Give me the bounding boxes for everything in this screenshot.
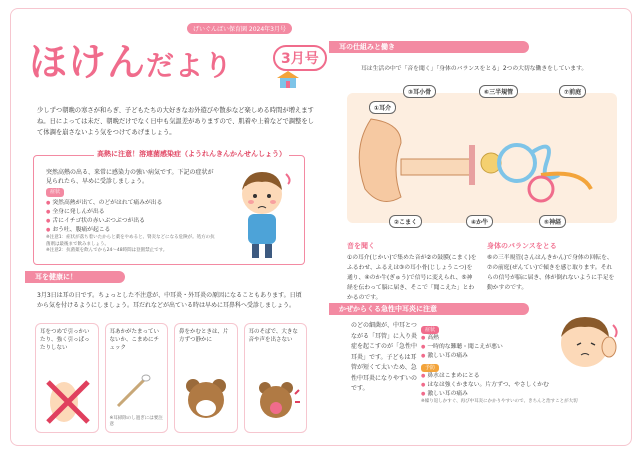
heat-note-1: ※注意1：症状が落ち着いたからと薬をやめると、腎炎などになる危険が。処方の抗菌剤は最後まで飲みましょう。 <box>46 235 215 247</box>
school-badge: げいぐんばい保育園 2024年3月号 <box>187 23 292 34</box>
intro-text: 少しずつ朝晩の寒さが和らぎ、子どもたちの大好きなお外遊びや散歩など楽しめる時間が増えますね。日によっては未だ、朝晩だけでなく日中も気温差がありますので、肌着や上着などで調整をして体調を崩さないよう気をつけてあげましょう。 <box>37 107 314 136</box>
list-item: ● 舌にイチゴ状の赤いぶつぶつが出る <box>46 217 216 226</box>
list-item: ● 高熱 <box>421 334 631 343</box>
label-semicircular: ⑥三半規管 <box>479 85 518 98</box>
otitis-prevent-label: 予防 <box>421 364 439 372</box>
list-item <box>244 323 308 433</box>
otitis-note: ※繰り返しかすぐ、再び中耳炎にかかりやすいので、きちんと治すことが大切 <box>421 399 578 404</box>
ear-health-cards <box>35 323 307 433</box>
heat-symptom-list <box>46 199 216 235</box>
card-text: 耳あかがたまっていないか、こまめにチェック <box>109 329 160 351</box>
list-item: ● はなは強くかまない。片方ずつ、やさしくかむ <box>421 381 631 390</box>
title-small: だより <box>146 49 234 82</box>
newsletter-page <box>10 8 632 446</box>
list-item <box>174 323 238 433</box>
ear-work-sub: 耳は生活の中で「音を聞く」「身体のバランスをとる」2つの大切な働きをしています。 <box>361 66 588 72</box>
label-ossicles: ③耳小骨 <box>403 85 436 98</box>
title-main: ほけん <box>29 40 147 84</box>
ear-scratch-icon <box>42 374 94 426</box>
card-text: 耳をつめで引っかいたり、強く引っぱったりしない <box>40 329 90 351</box>
card-note: ※耳掃除のし過ぎには要注意 <box>109 416 163 427</box>
list-item: ● 激しい耳の痛み <box>421 352 631 361</box>
sick-child-illustration <box>226 166 298 260</box>
heat-description: 突然高熱の出る、来常に感染力の強い病気です。下記の症状が見られたら、早めに受診しましょう。 <box>46 169 214 185</box>
list-item: ● 全身に発しんが出る <box>46 208 216 217</box>
card-text: 耳のそばで、大きな音や声を出さない <box>248 329 298 343</box>
ear-work-head: 耳の仕組みと働き <box>329 41 529 53</box>
page-title <box>29 31 233 86</box>
label-eardrum: ②こまく <box>389 215 422 228</box>
house-icon <box>273 69 303 89</box>
list-item: ● 激しい耳の痛み <box>421 390 631 399</box>
ear-health-head: 耳を健康に！ <box>25 271 125 283</box>
label-vestibule: ⑦前庭 <box>559 85 586 98</box>
hear-text: ①の耳介(じかい)で集めた音が②の鼓膜(こまく)をふるわせ、ふるえは③の耳小骨(じしょうこつ)を通り、④のか牛(ぎゅう)で信号に変えられ、⑤神経を伝わって脳に届き、そこで「聞こえた」とわかるのです。 <box>347 255 477 301</box>
list-item <box>35 323 99 433</box>
heat-body <box>46 168 216 255</box>
heat-title: 高熱に注意！溶連菌感染症（ようれんきんかんせんしょう） <box>94 149 289 159</box>
earache-child-illustration <box>551 307 621 377</box>
list-item: ● 鼻水はこまめにとる <box>421 372 631 381</box>
label-nerve: ⑤神経 <box>539 215 566 228</box>
label-pinna: ①耳介 <box>369 101 396 114</box>
list-item: ● おう吐、腹痛が起こる <box>46 226 216 235</box>
list-item: ● 一時的な難聴・聞こえが悪い <box>421 343 631 352</box>
cotton-swab-icon <box>112 372 152 412</box>
otitis-symptoms-label: 症状 <box>421 326 439 334</box>
otitis-head: かぜからくる急性中耳炎に注意 <box>329 303 529 315</box>
hear-title: 音を聞く <box>347 242 375 250</box>
ear-health-text: 3月3日は耳の日です。ちょっとした不注意が、中耳炎・外耳炎の原因になることもあります。日頃から気を付けるようにしましょう。耳だれなどが出ている時は早めに耳鼻科へ受診しましょう。 <box>37 292 302 309</box>
bear-loud-icon <box>251 374 301 426</box>
bear-nose-blow-icon <box>181 374 231 426</box>
otitis-text: のどの細菌が、中耳とつながる「耳管」に入り炎症を起こすのが「急性中耳炎」です。子どもは耳管が短くて太いため、急性中耳炎になりやすいのです。 <box>351 322 418 392</box>
list-item: ● 突然高熱が出て、のどがはれて痛みが出る <box>46 199 216 208</box>
list-item <box>105 323 169 433</box>
label-cochlea: ④か牛 <box>466 215 493 228</box>
heat-warning-box <box>33 150 305 265</box>
card-text: 鼻をかむときは、片方ずつ静かに <box>179 329 229 343</box>
month-badge: 3月号 <box>273 45 327 71</box>
balance-title: 身体のバランスをとる <box>487 242 557 250</box>
heat-note-2: ※注意2：抗菌薬を飲んでから24～48時間は登園禁止です。 <box>46 248 168 253</box>
balance-text: ⑥の三半規管(さんはんきかん)で身体の回転を、⑦の前庭(ぜんてい)で傾きを感じ取ります。それらの信号が脳に届き、体が倒れないように手足を動かすのです。 <box>487 255 615 291</box>
symptoms-label: 症状 <box>46 188 64 197</box>
